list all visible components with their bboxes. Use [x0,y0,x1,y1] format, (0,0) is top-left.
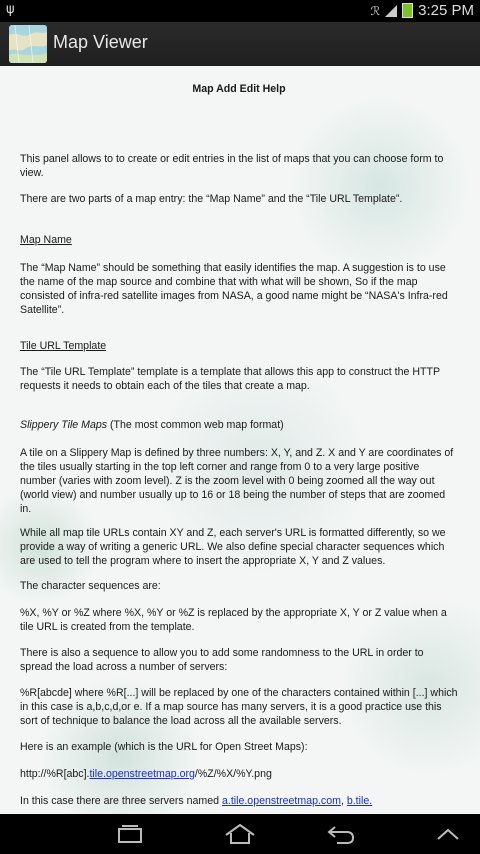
paragraph-servers [20,794,458,808]
overflow-up-button[interactable] [428,820,468,848]
recent-apps-button[interactable] [110,820,150,848]
signal-icon [385,5,397,17]
battery-icon [402,3,413,18]
bluetooth-icon: ℛ [370,3,381,18]
server-link-a[interactable]: a.tile.openstreetmap.com [221,795,341,807]
servers-sep: , [340,795,347,807]
paragraph-random-seq: %R[abcde] where %R[...] will be replaced by one of the characters contained within [...] which in this case is a,b,c,d,or e. If a map source has many servers, it is a good practice use this sort of technique to balance the load across all the available servers. [20,687,458,727]
page-title: Map Add Edit Help [192,83,286,95]
heading-tile-url: Tile URL Template [20,340,107,352]
server-link-b[interactable]: b.tile. [346,795,373,807]
heading-map-name: Map Name [20,234,72,246]
example-url [20,767,458,781]
action-bar [0,22,480,67]
paragraph-url-format: While all map tile URLs contain XY and Z, each server's URL is formatted differently, so we provide a way of writing a generic URL. We also define special character sequences which are used to tell the program where to insert the appropriate X, Y and Z values. [20,527,446,567]
navigation-bar [0,814,480,854]
back-button[interactable] [322,820,362,848]
example-link[interactable]: tile.openstreetmap.org [89,768,195,780]
slippery-italic: Slippery Tile Maps [20,419,108,431]
paragraph-slippery: A tile on a Slippery Map is defined by three numbers: X, Y, and Z. X and Y are coordinates of the tiles usually starting in the top left corner and range from 0 to a very large positive number (varies with zoom level). Z is the zoom level with 0 being zoomed all the way out (world view) and number usually up to 16 or 18 being the number of steps that are zoomed in. [20,447,454,515]
status-icons [371,2,474,19]
map-app-icon[interactable] [9,25,47,63]
help-content[interactable] [0,66,480,814]
back-icon [325,822,359,846]
home-icon [223,822,257,846]
servers-prefix: In this case there are three servers named [20,795,222,807]
paragraph-map-name: The “Map Name” should be something that easily identifies the map. A suggestion is to use the name of the map source and combine that with what will be shown, So if the map consisted of infra-red satellite images from NASA, a good name might be “NASA's Infra-red Satellite”. [20,262,448,316]
paragraph-xyz: %X, %Y or %Z where %X, %Y or %Z is replaced by the appropriate X, Y or Z value when a tile URL is created from the template. [20,607,447,633]
example-prefix: http://%R[abc]. [20,768,90,780]
status-time: 3:25 PM [418,2,474,19]
recent-apps-icon [115,824,145,844]
usb-icon: ψ [6,2,15,17]
heading-slippery [20,418,458,432]
example-suffix: /%Z/%X/%Y.png [194,768,272,780]
home-button[interactable] [220,820,260,848]
paragraph-sequences: The character sequences are: [20,580,161,592]
paragraph-tile-url: The “Tile URL Template” template is a template that allows this app to construct the HTTP requests it needs to obtain each of the tiles that create a map. [20,366,440,392]
app-title: Map Viewer [53,32,148,52]
paragraph-two-parts: There are two parts of a map entry: the “Map Name” and the “Tile URL Template”. [20,193,403,205]
chevron-up-icon [434,824,462,844]
paragraph-intro: This panel allows to to create or edit entries in the list of maps that you can choose form to view. [20,153,444,179]
paragraph-randomness: There is also a sequence to allow you to add some randomness to the URL in order to spread the load across a number of servers: [20,647,424,673]
paragraph-example-intro: Here is an example (which is the URL for Open Street Maps): [20,741,308,753]
slippery-rest: (The most common web map format) [107,419,284,431]
status-bar [0,0,480,22]
